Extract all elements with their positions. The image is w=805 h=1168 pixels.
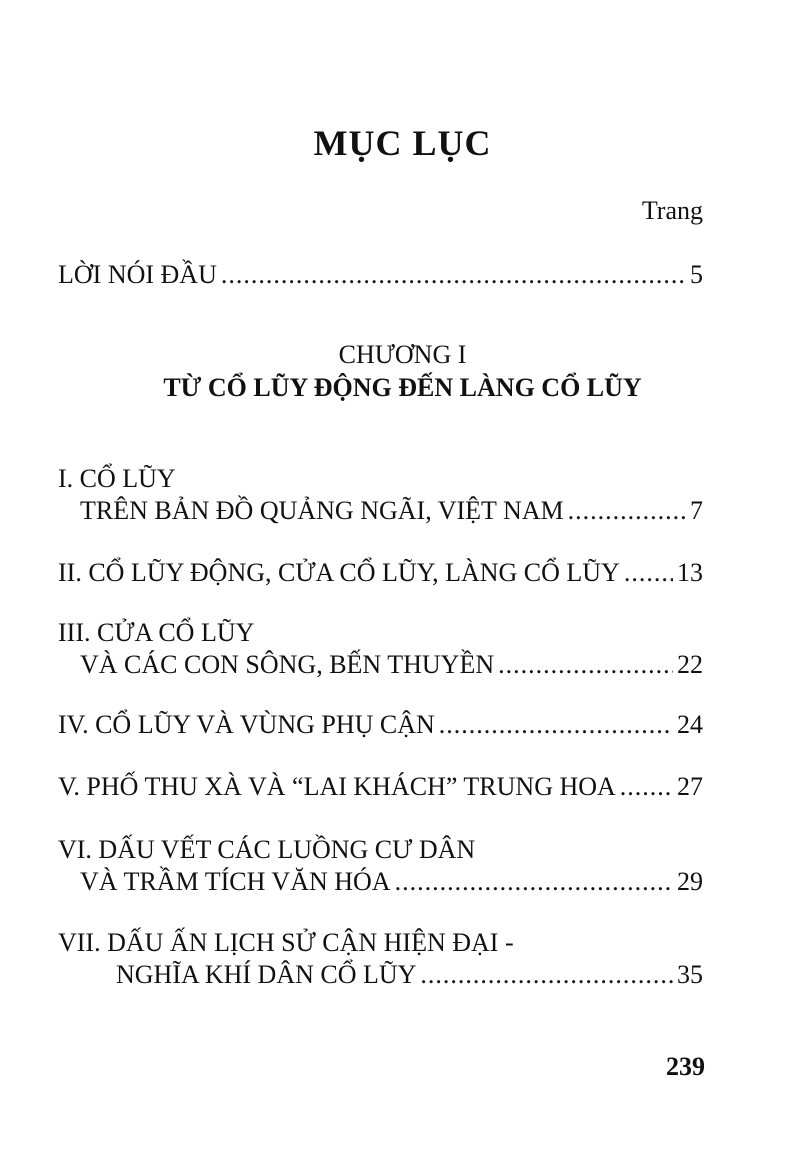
toc-entry-title: LỜI NÓI ĐẦU [58, 260, 217, 289]
dot-leader [620, 772, 673, 802]
toc-entry-7 [116, 960, 703, 990]
dot-leader [395, 867, 673, 897]
toc-entry-subtitle: VÀ TRẦM TÍCH VĂN HÓA [80, 867, 391, 896]
toc-entry-1 [80, 496, 703, 526]
toc-entry-title: VII. DẤU ẤN LỊCH SỬ CẬN HIỆN ĐẠI - [58, 928, 514, 957]
page-title: MỤC LỤC [313, 123, 492, 163]
toc-entry-subtitle: TRÊN BẢN ĐỒ QUẢNG NGÃI, VIỆT NAM [80, 496, 564, 525]
toc-page-number: 24 [677, 710, 703, 739]
page-column-label: Trang [641, 196, 703, 225]
dot-leader [624, 558, 673, 588]
toc-entry-3 [80, 650, 703, 680]
toc-page-number: 7 [690, 496, 703, 525]
toc-page-number: 22 [677, 650, 703, 679]
toc-entry-title: V. PHỐ THU XÀ VÀ “LAI KHÁCH” TRUNG HOA [58, 772, 616, 801]
toc-entry-2 [58, 558, 703, 588]
dot-leader [498, 650, 673, 680]
toc-entry-4 [58, 710, 703, 740]
dot-leader [439, 710, 673, 740]
page-number-footer: 239 [666, 1052, 705, 1081]
toc-page-number: 27 [677, 772, 703, 801]
chapter-label: CHƯƠNG I [338, 340, 467, 369]
toc-entry-6 [80, 867, 703, 897]
toc-entry-subtitle: VÀ CÁC CON SÔNG, BẾN THUYỀN [80, 650, 495, 679]
toc-entry-title: VI. DẤU VẾT CÁC LUỒNG CƯ DÂN [58, 835, 476, 864]
toc-entry-5 [58, 772, 703, 802]
toc-entry-title: IV. CỔ LŨY VÀ VÙNG PHỤ CẬN [58, 710, 435, 739]
toc-entry-title: I. CỔ LŨY [58, 464, 176, 493]
dot-leader [568, 496, 686, 526]
toc-page-number: 29 [677, 867, 703, 896]
toc-page-number: 35 [677, 960, 703, 989]
toc-page-number: 13 [677, 558, 703, 587]
toc-entry-title: III. CỬA CỔ LŨY [58, 618, 255, 647]
toc-entry-title: II. CỔ LŨY ĐỘNG, CỬA CỔ LŨY, LÀNG CỔ LŨY [58, 558, 620, 587]
chapter-title: TỪ CỔ LŨY ĐỘNG ĐẾN LÀNG CỔ LŨY [163, 373, 642, 402]
toc-entry-preface [58, 260, 703, 290]
dot-leader [420, 960, 673, 990]
toc-entry-subtitle: NGHĨA KHÍ DÂN CỔ LŨY [116, 960, 417, 989]
toc-page-number: 5 [690, 260, 703, 289]
dot-leader [221, 260, 686, 290]
